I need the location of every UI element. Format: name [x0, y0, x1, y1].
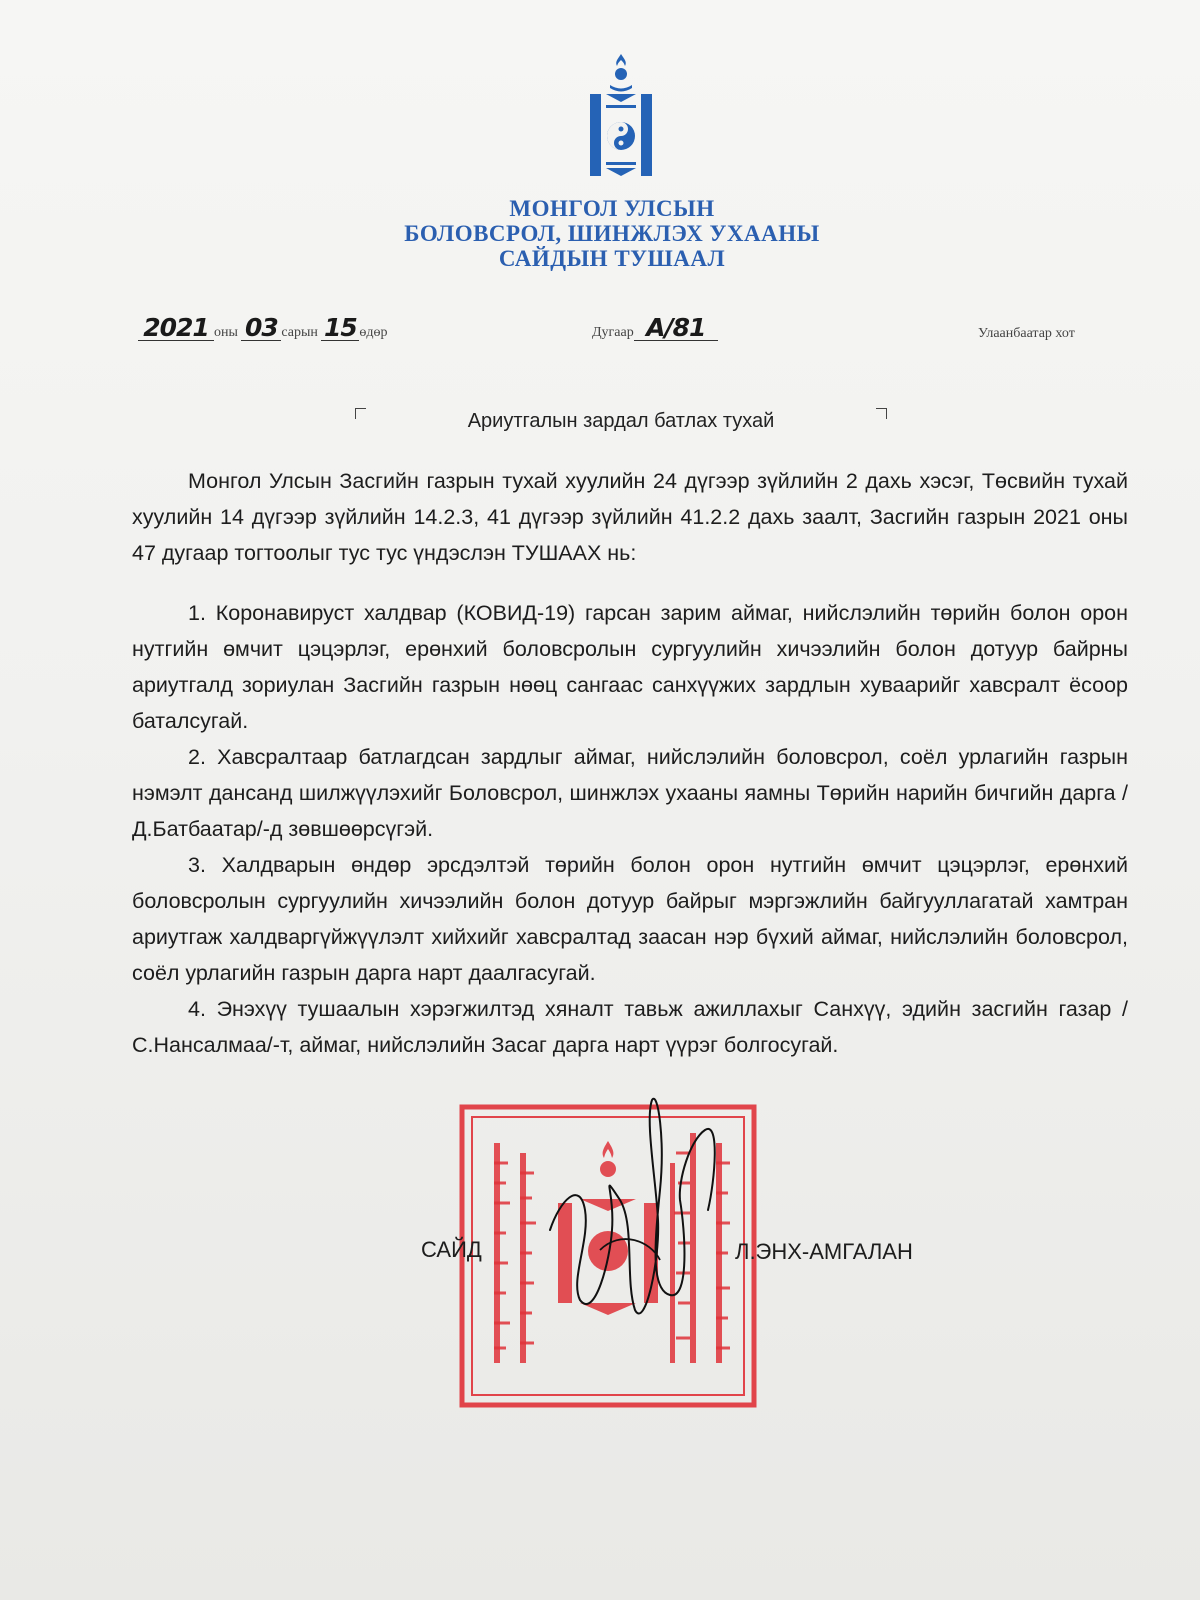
subject-bracket-right — [876, 408, 887, 419]
header-line-2: БОЛОВСРОЛ, ШИНЖЛЭХ УХААНЫ — [404, 221, 820, 246]
order-item-1: 1. Коронавируст халдвар (КОВИД-19) гарсан зарим аймаг, нийслэлийн төрийн болон орон нутгийн өмчит цэцэрлэг, ерөнхий боловсролын сургуулийн хичээлийн болон дотуур байрны ариутгалд зориулан Засгийн газрын нөөц сангаас санхүүжих зардлын хуваарийг хавсралт ёсоор баталсугай. — [132, 601, 1128, 733]
date-year-label: оны — [214, 325, 238, 340]
signer-title: САЙД — [421, 1237, 482, 1262]
order-item-4: 4. Энэхүү тушаалын хэрэгжилтэд хяналт тавьж ажиллахыг Санхүү, эдийн засгийн газар /С.Нансалмаа/-т, аймаг, нийслэлийн Засаг дарга нарт үүрэг болгосугай. — [132, 997, 1128, 1057]
handwritten-signature — [540, 1080, 740, 1340]
order-item-2: 2. Хавсралтаар батлагдсан зардлыг аймаг, нийслэлийн боловсрол, соёл урлагийн газрын нэмэлт дансанд шилжүүлэхийг Боловсрол, шинжлэх ухааны яамны Төрийн нарийн бичгийн дарга /Д.Батбаатар/-д зөвшөөрсүгэй. — [132, 745, 1128, 841]
header-line-3: САЙДЫН ТУШААЛ — [498, 246, 726, 271]
soyombo-icon — [588, 52, 654, 178]
document-body — [132, 463, 1128, 1063]
header-line-1: МОНГОЛ УЛСЫН — [509, 196, 715, 221]
order-number-value: А/81 — [634, 316, 718, 341]
order-number — [592, 313, 718, 344]
document-subject: Ариутгалын зардал батлах тухай — [467, 410, 775, 432]
ministry-header — [300, 196, 924, 271]
signer-name: Л.ЭНХ-АМГАЛАН — [735, 1239, 913, 1264]
date-day-label: өдөр — [359, 325, 388, 340]
place-text: Улаанбаатар хот — [978, 326, 1075, 341]
date-month-label: сарын — [281, 325, 318, 340]
place — [978, 326, 1075, 354]
subject-bracket-left — [355, 408, 366, 419]
order-item-3: 3. Халдварын өндөр эрсдэлтэй төрийн болон орон нутгийн өмчит цэцэрлэг, ерөнхий боловсролын сургуулийн хичээлийн болон дотуур байрыг мэргэжлийн байгууллагатай хамтран ариутгаж халдваргүйжүүлэлт хийхийг хавсралтад заасан нэр бүхий аймаг, нийслэлийн боловсрол, соёл урлагийн газрын дарга нарт даалгасугай. — [132, 853, 1128, 985]
date-line — [138, 313, 388, 344]
order-number-label: Дугаар — [592, 325, 634, 340]
date-year: 2021 — [138, 316, 214, 341]
intro-paragraph: Монгол Улсын Засгийн газрын тухай хуулийн 24 дүгээр зүйлийн 2 дахь хэсэг, Төсвийн тухай хуулийн 14 дүгээр зүйлийн 14.2.3, 41 дүгээр зүйлийн 41.2.2 дахь заалт, Засгийн газрын 2021 оны 47 дугаар тогтоолыг тус тус үндэслэн ТУШААХ нь: — [132, 469, 1128, 565]
date-month: 03 — [241, 316, 281, 341]
date-day: 15 — [321, 316, 359, 341]
